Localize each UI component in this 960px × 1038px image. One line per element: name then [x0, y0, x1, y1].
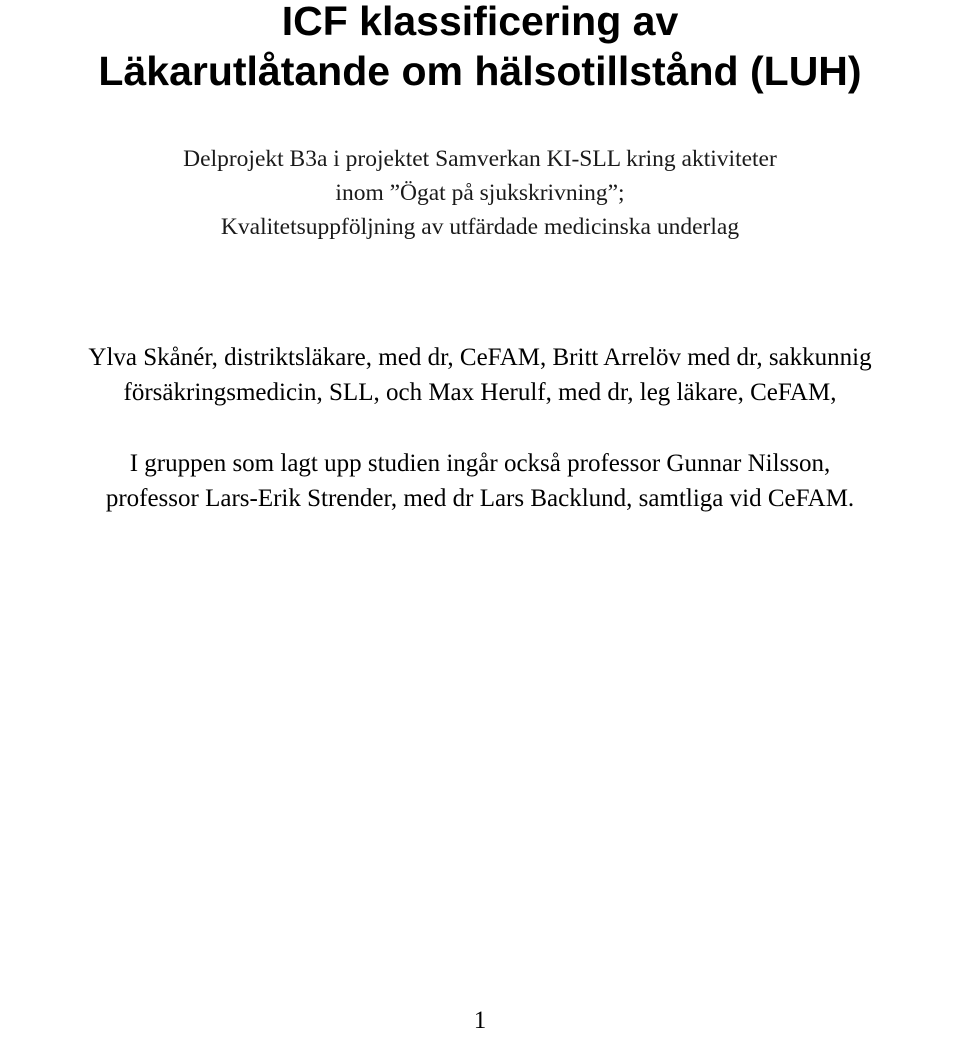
subtitle-line-2: inom ”Ögat på sjukskrivning”; — [335, 180, 625, 206]
subtitle-line-3: Kvalitetsuppföljning av utfärdade medicinska underlag — [220, 214, 740, 240]
title-line-2: Läkarutlåtande om hälsotillstånd (LUH) — [98, 48, 862, 94]
group-line-2: professor Lars-Erik Strender, med dr Lars Backlund, samtliga vid CeFAM. — [105, 485, 855, 512]
study-group-paragraph — [0, 446, 960, 516]
authors-paragraph — [0, 340, 960, 410]
subtitle-line-1: Delprojekt B3a i projektet Samverkan KI-SLL kring aktiviteter — [183, 146, 777, 172]
group-line-1: I gruppen som lagt upp studien ingår också professor Gunnar Nilsson, — [129, 450, 831, 477]
authors-line-1: Ylva Skånér, distriktsläkare, med dr, CeFAM, Britt Arrelöv med dr, sakkunnig — [88, 344, 872, 371]
document-title — [0, 0, 960, 96]
authors-line-2: försäkringsmedicin, SLL, och Max Herulf, med dr, leg läkare, CeFAM, — [123, 379, 837, 406]
title-line-1: ICF klassificering av — [281, 0, 679, 44]
project-description — [0, 142, 960, 244]
page-number: 1 — [473, 1007, 487, 1034]
